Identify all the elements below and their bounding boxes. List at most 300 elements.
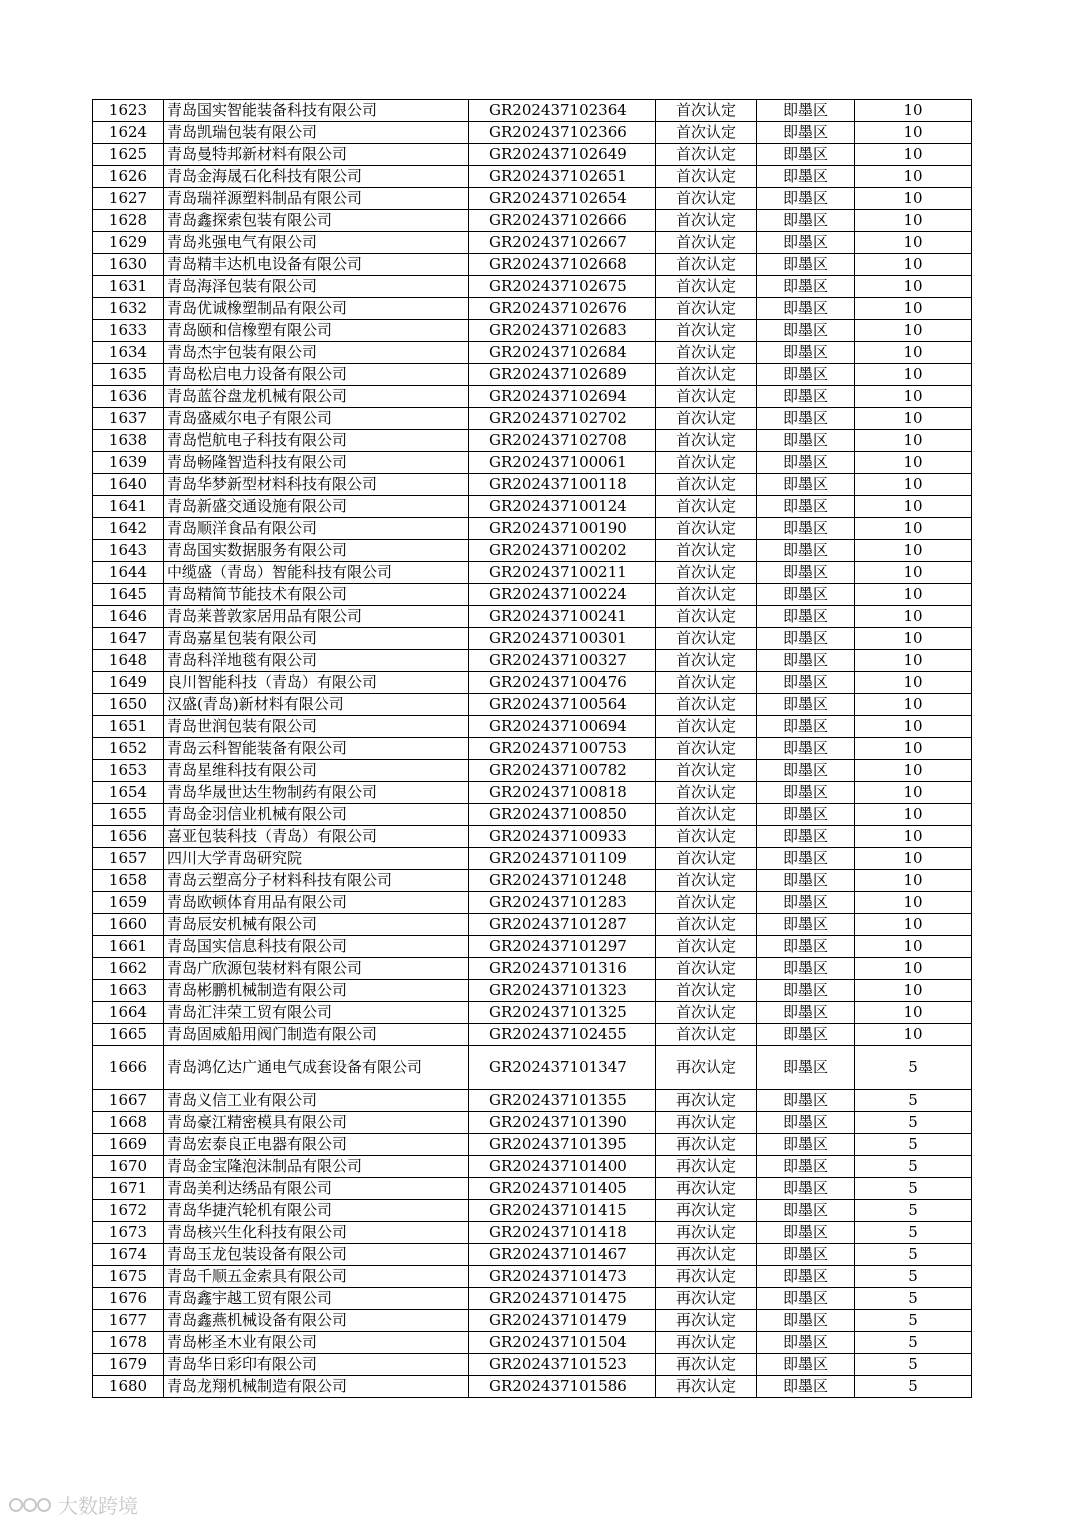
- certificate-number-cell: GR202437100564: [469, 694, 656, 716]
- company-name-cell: 青岛宏泰良正电器有限公司: [164, 1134, 469, 1156]
- company-name-cell: 青岛玉龙包装设备有限公司: [164, 1244, 469, 1266]
- certification-type-cell: 首次认定: [656, 804, 757, 826]
- award-amount-cell: 5: [855, 1310, 972, 1332]
- certificate-number-cell: GR202437100241: [469, 606, 656, 628]
- row-index-cell: 1643: [93, 540, 164, 562]
- award-amount-cell: 10: [855, 254, 972, 276]
- company-name-cell: 青岛金羽信业机械有限公司: [164, 804, 469, 826]
- award-amount-cell: 10: [855, 562, 972, 584]
- company-name-cell: 汉盛(青岛)新材料有限公司: [164, 694, 469, 716]
- district-cell: 即墨区: [757, 584, 855, 606]
- row-index-cell: 1637: [93, 408, 164, 430]
- award-amount-cell: 10: [855, 166, 972, 188]
- company-name-cell: 青岛曼特邦新材料有限公司: [164, 144, 469, 166]
- award-amount-cell: 10: [855, 716, 972, 738]
- row-index-cell: 1639: [93, 452, 164, 474]
- award-amount-cell: 10: [855, 738, 972, 760]
- award-amount-cell: 5: [855, 1178, 972, 1200]
- certificate-number-cell: GR202437101325: [469, 1002, 656, 1024]
- district-cell: 即墨区: [757, 342, 855, 364]
- certification-type-cell: 首次认定: [656, 738, 757, 760]
- row-index-cell: 1650: [93, 694, 164, 716]
- table-row: [93, 760, 972, 782]
- certification-type-cell: 首次认定: [656, 1002, 757, 1024]
- certificate-number-cell: GR202437101395: [469, 1134, 656, 1156]
- district-cell: 即墨区: [757, 914, 855, 936]
- table-row: [93, 1178, 972, 1200]
- district-cell: 即墨区: [757, 320, 855, 342]
- table-row: [93, 122, 972, 144]
- certificate-number-cell: GR202437102702: [469, 408, 656, 430]
- table-row: [93, 1354, 972, 1376]
- certification-type-cell: 再次认定: [656, 1046, 757, 1090]
- table-row: [93, 914, 972, 936]
- row-index-cell: 1658: [93, 870, 164, 892]
- district-cell: 即墨区: [757, 518, 855, 540]
- row-index-cell: 1654: [93, 782, 164, 804]
- company-name-cell: 青岛嘉星包装有限公司: [164, 628, 469, 650]
- row-index-cell: 1634: [93, 342, 164, 364]
- award-amount-cell: 10: [855, 650, 972, 672]
- award-amount-cell: 5: [855, 1288, 972, 1310]
- company-name-cell: 青岛新盛交通设施有限公司: [164, 496, 469, 518]
- company-name-cell: 青岛鑫宇越工贸有限公司: [164, 1288, 469, 1310]
- district-cell: 即墨区: [757, 430, 855, 452]
- certification-type-cell: 再次认定: [656, 1354, 757, 1376]
- district-cell: 即墨区: [757, 386, 855, 408]
- certificate-number-cell: GR202437100933: [469, 826, 656, 848]
- logo-icon: [8, 1494, 52, 1516]
- table-row: [93, 1046, 972, 1090]
- table-row: [93, 672, 972, 694]
- district-cell: 即墨区: [757, 496, 855, 518]
- certification-type-cell: 首次认定: [656, 936, 757, 958]
- certification-type-cell: 首次认定: [656, 826, 757, 848]
- company-name-cell: 青岛蓝谷盘龙机械有限公司: [164, 386, 469, 408]
- row-index-cell: 1673: [93, 1222, 164, 1244]
- district-cell: 即墨区: [757, 1178, 855, 1200]
- district-cell: 即墨区: [757, 1266, 855, 1288]
- certificate-number-cell: GR202437101523: [469, 1354, 656, 1376]
- row-index-cell: 1675: [93, 1266, 164, 1288]
- certification-type-cell: 再次认定: [656, 1200, 757, 1222]
- row-index-cell: 1633: [93, 320, 164, 342]
- table-row: [93, 716, 972, 738]
- certificate-number-cell: GR202437100327: [469, 650, 656, 672]
- row-index-cell: 1652: [93, 738, 164, 760]
- district-cell: 即墨区: [757, 1376, 855, 1398]
- row-index-cell: 1668: [93, 1112, 164, 1134]
- company-name-cell: 青岛恺航电子科技有限公司: [164, 430, 469, 452]
- district-cell: 即墨区: [757, 1002, 855, 1024]
- certification-type-cell: 首次认定: [656, 144, 757, 166]
- certificate-number-cell: GR202437100124: [469, 496, 656, 518]
- district-cell: 即墨区: [757, 694, 855, 716]
- certification-type-cell: 首次认定: [656, 540, 757, 562]
- award-amount-cell: 10: [855, 804, 972, 826]
- row-index-cell: 1636: [93, 386, 164, 408]
- award-amount-cell: 10: [855, 276, 972, 298]
- certification-type-cell: 首次认定: [656, 958, 757, 980]
- row-index-cell: 1664: [93, 1002, 164, 1024]
- award-amount-cell: 10: [855, 1002, 972, 1024]
- table-row: [93, 144, 972, 166]
- district-cell: 即墨区: [757, 166, 855, 188]
- district-cell: 即墨区: [757, 408, 855, 430]
- company-name-cell: 青岛豪江精密模具有限公司: [164, 1112, 469, 1134]
- certification-type-cell: 首次认定: [656, 716, 757, 738]
- certificate-number-cell: GR202437101475: [469, 1288, 656, 1310]
- award-amount-cell: 10: [855, 980, 972, 1002]
- certification-type-cell: 首次认定: [656, 848, 757, 870]
- row-index-cell: 1676: [93, 1288, 164, 1310]
- certificate-number-cell: GR202437102455: [469, 1024, 656, 1046]
- row-index-cell: 1655: [93, 804, 164, 826]
- certificate-number-cell: GR202437102668: [469, 254, 656, 276]
- row-index-cell: 1679: [93, 1354, 164, 1376]
- table-row: [93, 254, 972, 276]
- certificate-number-cell: GR202437101347: [469, 1046, 656, 1090]
- company-name-cell: 青岛华日彩印有限公司: [164, 1354, 469, 1376]
- district-cell: 即墨区: [757, 276, 855, 298]
- company-name-cell: 青岛瑞祥源塑料制品有限公司: [164, 188, 469, 210]
- table-row: [93, 1222, 972, 1244]
- company-name-cell: 青岛美利达绣品有限公司: [164, 1178, 469, 1200]
- certificate-number-cell: GR202437102675: [469, 276, 656, 298]
- district-cell: 即墨区: [757, 144, 855, 166]
- row-index-cell: 1663: [93, 980, 164, 1002]
- award-amount-cell: 10: [855, 452, 972, 474]
- district-cell: 即墨区: [757, 958, 855, 980]
- certification-type-cell: 再次认定: [656, 1376, 757, 1398]
- district-cell: 即墨区: [757, 122, 855, 144]
- company-name-cell: 青岛海泽包装有限公司: [164, 276, 469, 298]
- company-name-cell: 青岛龙翔机械制造有限公司: [164, 1376, 469, 1398]
- certification-type-cell: 首次认定: [656, 760, 757, 782]
- row-index-cell: 1638: [93, 430, 164, 452]
- award-amount-cell: 10: [855, 672, 972, 694]
- company-name-cell: 青岛盛威尔电子有限公司: [164, 408, 469, 430]
- certificate-number-cell: GR202437101390: [469, 1112, 656, 1134]
- award-amount-cell: 10: [855, 232, 972, 254]
- award-amount-cell: 5: [855, 1222, 972, 1244]
- certificate-number-cell: GR202437100224: [469, 584, 656, 606]
- certification-type-cell: 再次认定: [656, 1156, 757, 1178]
- table-row: [93, 1112, 972, 1134]
- certificate-number-cell: GR202437100753: [469, 738, 656, 760]
- table-row: [93, 452, 972, 474]
- company-name-cell: 青岛顺洋食品有限公司: [164, 518, 469, 540]
- table-row: [93, 1310, 972, 1332]
- certificate-number-cell: GR202437102666: [469, 210, 656, 232]
- award-amount-cell: 5: [855, 1112, 972, 1134]
- table-row: [93, 518, 972, 540]
- certificate-number-cell: GR202437102683: [469, 320, 656, 342]
- row-index-cell: 1645: [93, 584, 164, 606]
- company-name-cell: 青岛金海晟石化科技有限公司: [164, 166, 469, 188]
- row-index-cell: 1669: [93, 1134, 164, 1156]
- certificate-number-cell: GR202437100301: [469, 628, 656, 650]
- certification-type-cell: 再次认定: [656, 1134, 757, 1156]
- award-amount-cell: 10: [855, 606, 972, 628]
- certification-type-cell: 首次认定: [656, 584, 757, 606]
- row-index-cell: 1646: [93, 606, 164, 628]
- certification-type-cell: 首次认定: [656, 892, 757, 914]
- award-amount-cell: 10: [855, 430, 972, 452]
- award-amount-cell: 10: [855, 188, 972, 210]
- district-cell: 即墨区: [757, 980, 855, 1002]
- award-amount-cell: 10: [855, 474, 972, 496]
- certificate-number-cell: GR202437101248: [469, 870, 656, 892]
- district-cell: 即墨区: [757, 1288, 855, 1310]
- award-amount-cell: 10: [855, 870, 972, 892]
- table-row: [93, 364, 972, 386]
- company-name-cell: 青岛精丰达机电设备有限公司: [164, 254, 469, 276]
- certification-type-cell: 再次认定: [656, 1222, 757, 1244]
- company-name-cell: 青岛华捷汽轮机有限公司: [164, 1200, 469, 1222]
- row-index-cell: 1623: [93, 100, 164, 122]
- table-row: [93, 232, 972, 254]
- certificate-number-cell: GR202437102366: [469, 122, 656, 144]
- table-row: [93, 738, 972, 760]
- certification-type-cell: 首次认定: [656, 232, 757, 254]
- certification-type-cell: 首次认定: [656, 276, 757, 298]
- certificate-number-cell: GR202437100850: [469, 804, 656, 826]
- district-cell: 即墨区: [757, 628, 855, 650]
- table-row: [93, 1332, 972, 1354]
- company-name-cell: 青岛彬圣木业有限公司: [164, 1332, 469, 1354]
- certificate-number-cell: GR202437102708: [469, 430, 656, 452]
- certificate-number-cell: GR202437102364: [469, 100, 656, 122]
- award-amount-cell: 10: [855, 782, 972, 804]
- district-cell: 即墨区: [757, 232, 855, 254]
- certification-type-cell: 首次认定: [656, 1024, 757, 1046]
- award-amount-cell: 10: [855, 958, 972, 980]
- company-name-cell: 青岛金宝隆泡沫制品有限公司: [164, 1156, 469, 1178]
- certification-type-cell: 首次认定: [656, 672, 757, 694]
- certification-type-cell: 再次认定: [656, 1178, 757, 1200]
- company-name-cell: 青岛鸿亿达广通电气成套设备有限公司: [164, 1046, 469, 1090]
- award-amount-cell: 5: [855, 1354, 972, 1376]
- table-row: [93, 694, 972, 716]
- table-row: [93, 958, 972, 980]
- row-index-cell: 1670: [93, 1156, 164, 1178]
- certificate-number-cell: GR202437102684: [469, 342, 656, 364]
- table-row: [93, 166, 972, 188]
- award-amount-cell: 10: [855, 518, 972, 540]
- certification-type-cell: 首次认定: [656, 496, 757, 518]
- row-index-cell: 1678: [93, 1332, 164, 1354]
- certificate-number-cell: GR202437102654: [469, 188, 656, 210]
- award-amount-cell: 10: [855, 144, 972, 166]
- company-name-cell: 青岛科洋地毯有限公司: [164, 650, 469, 672]
- certificate-number-cell: GR202437101109: [469, 848, 656, 870]
- district-cell: 即墨区: [757, 1134, 855, 1156]
- certificate-number-cell: GR202437102694: [469, 386, 656, 408]
- row-index-cell: 1635: [93, 364, 164, 386]
- company-name-cell: 青岛欧顿体育用品有限公司: [164, 892, 469, 914]
- district-cell: 即墨区: [757, 364, 855, 386]
- award-amount-cell: 10: [855, 848, 972, 870]
- award-amount-cell: 10: [855, 826, 972, 848]
- certificate-number-cell: GR202437101415: [469, 1200, 656, 1222]
- district-cell: 即墨区: [757, 1354, 855, 1376]
- company-name-cell: 青岛云科智能装备有限公司: [164, 738, 469, 760]
- certification-type-cell: 首次认定: [656, 122, 757, 144]
- certification-type-cell: 再次认定: [656, 1244, 757, 1266]
- table-row: [93, 496, 972, 518]
- company-name-cell: 青岛精简节能技术有限公司: [164, 584, 469, 606]
- company-name-cell: 良川智能科技（青岛）有限公司: [164, 672, 469, 694]
- district-cell: 即墨区: [757, 100, 855, 122]
- row-index-cell: 1666: [93, 1046, 164, 1090]
- district-cell: 即墨区: [757, 650, 855, 672]
- table-row: [93, 188, 972, 210]
- district-cell: 即墨区: [757, 936, 855, 958]
- table-row: [93, 650, 972, 672]
- row-index-cell: 1648: [93, 650, 164, 672]
- district-cell: 即墨区: [757, 1332, 855, 1354]
- award-amount-cell: 10: [855, 540, 972, 562]
- certification-type-cell: 首次认定: [656, 254, 757, 276]
- company-name-cell: 青岛兆强电气有限公司: [164, 232, 469, 254]
- award-amount-cell: 10: [855, 914, 972, 936]
- company-name-cell: 青岛鑫探索包装有限公司: [164, 210, 469, 232]
- certificate-number-cell: GR202437101355: [469, 1090, 656, 1112]
- district-cell: 即墨区: [757, 1156, 855, 1178]
- district-cell: 即墨区: [757, 606, 855, 628]
- certificate-number-cell: GR202437100818: [469, 782, 656, 804]
- certificate-number-cell: GR202437102667: [469, 232, 656, 254]
- certification-type-cell: 首次认定: [656, 386, 757, 408]
- certificate-number-cell: GR202437101586: [469, 1376, 656, 1398]
- certificate-number-cell: GR202437100118: [469, 474, 656, 496]
- table-row: [93, 1002, 972, 1024]
- certificate-number-cell: GR202437100190: [469, 518, 656, 540]
- certificate-number-cell: GR202437100782: [469, 760, 656, 782]
- company-name-cell: 青岛优诚橡塑制品有限公司: [164, 298, 469, 320]
- award-amount-cell: 10: [855, 386, 972, 408]
- district-cell: 即墨区: [757, 562, 855, 584]
- district-cell: 即墨区: [757, 892, 855, 914]
- table-row: [93, 320, 972, 342]
- company-name-cell: 青岛杰宇包装有限公司: [164, 342, 469, 364]
- district-cell: 即墨区: [757, 452, 855, 474]
- district-cell: 即墨区: [757, 782, 855, 804]
- district-cell: 即墨区: [757, 1222, 855, 1244]
- row-index-cell: 1626: [93, 166, 164, 188]
- award-amount-cell: 5: [855, 1046, 972, 1090]
- certification-type-cell: 再次认定: [656, 1288, 757, 1310]
- certificate-number-cell: GR202437101283: [469, 892, 656, 914]
- certification-type-cell: 首次认定: [656, 320, 757, 342]
- row-index-cell: 1628: [93, 210, 164, 232]
- district-cell: 即墨区: [757, 738, 855, 760]
- certification-type-cell: 首次认定: [656, 342, 757, 364]
- row-index-cell: 1647: [93, 628, 164, 650]
- company-name-cell: 青岛国实数据服务有限公司: [164, 540, 469, 562]
- certificate-number-cell: GR202437101316: [469, 958, 656, 980]
- table-row: [93, 1200, 972, 1222]
- certification-type-cell: 再次认定: [656, 1266, 757, 1288]
- district-cell: 即墨区: [757, 1112, 855, 1134]
- company-name-cell: 青岛畅隆智造科技有限公司: [164, 452, 469, 474]
- row-index-cell: 1653: [93, 760, 164, 782]
- award-amount-cell: 10: [855, 100, 972, 122]
- company-name-cell: 青岛星维科技有限公司: [164, 760, 469, 782]
- row-index-cell: 1644: [93, 562, 164, 584]
- certificate-number-cell: GR202437100694: [469, 716, 656, 738]
- row-index-cell: 1624: [93, 122, 164, 144]
- company-name-cell: 喜亚包装科技（青岛）有限公司: [164, 826, 469, 848]
- table-row: [93, 848, 972, 870]
- company-name-cell: 青岛千顺五金索具有限公司: [164, 1266, 469, 1288]
- certification-type-cell: 再次认定: [656, 1090, 757, 1112]
- row-index-cell: 1632: [93, 298, 164, 320]
- certificate-number-cell: GR202437101400: [469, 1156, 656, 1178]
- table-row: [93, 584, 972, 606]
- row-index-cell: 1631: [93, 276, 164, 298]
- row-index-cell: 1627: [93, 188, 164, 210]
- certification-type-cell: 首次认定: [656, 914, 757, 936]
- table-row: [93, 474, 972, 496]
- row-index-cell: 1680: [93, 1376, 164, 1398]
- certification-type-cell: 首次认定: [656, 518, 757, 540]
- table-row: [93, 540, 972, 562]
- row-index-cell: 1642: [93, 518, 164, 540]
- row-index-cell: 1630: [93, 254, 164, 276]
- award-amount-cell: 10: [855, 584, 972, 606]
- certificate-number-cell: GR202437101297: [469, 936, 656, 958]
- certificate-number-cell: GR202437101418: [469, 1222, 656, 1244]
- district-cell: 即墨区: [757, 1090, 855, 1112]
- district-cell: 即墨区: [757, 848, 855, 870]
- table-row: [93, 936, 972, 958]
- district-cell: 即墨区: [757, 254, 855, 276]
- table-row: [93, 1156, 972, 1178]
- table-row: [93, 606, 972, 628]
- district-cell: 即墨区: [757, 474, 855, 496]
- row-index-cell: 1641: [93, 496, 164, 518]
- certification-type-cell: 首次认定: [656, 188, 757, 210]
- district-cell: 即墨区: [757, 760, 855, 782]
- company-name-cell: 青岛鑫燕机械设备有限公司: [164, 1310, 469, 1332]
- table-row: [93, 298, 972, 320]
- district-cell: 即墨区: [757, 1024, 855, 1046]
- award-amount-cell: 10: [855, 628, 972, 650]
- table-row: [93, 1134, 972, 1156]
- table-row: [93, 342, 972, 364]
- certification-type-cell: 首次认定: [656, 210, 757, 232]
- certification-type-cell: 再次认定: [656, 1112, 757, 1134]
- table-row: [93, 408, 972, 430]
- award-amount-cell: 10: [855, 298, 972, 320]
- district-cell: 即墨区: [757, 804, 855, 826]
- row-index-cell: 1625: [93, 144, 164, 166]
- row-index-cell: 1657: [93, 848, 164, 870]
- company-name-cell: 青岛广欣源包装材料有限公司: [164, 958, 469, 980]
- company-name-cell: 青岛莱普敦家居用品有限公司: [164, 606, 469, 628]
- certificate-number-cell: GR202437101479: [469, 1310, 656, 1332]
- award-amount-cell: 10: [855, 936, 972, 958]
- certificate-number-cell: GR202437100476: [469, 672, 656, 694]
- certificate-number-cell: GR202437101323: [469, 980, 656, 1002]
- district-cell: 即墨区: [757, 540, 855, 562]
- certificate-number-cell: GR202437100061: [469, 452, 656, 474]
- certification-type-cell: 首次认定: [656, 474, 757, 496]
- table-row: [93, 980, 972, 1002]
- district-cell: 即墨区: [757, 870, 855, 892]
